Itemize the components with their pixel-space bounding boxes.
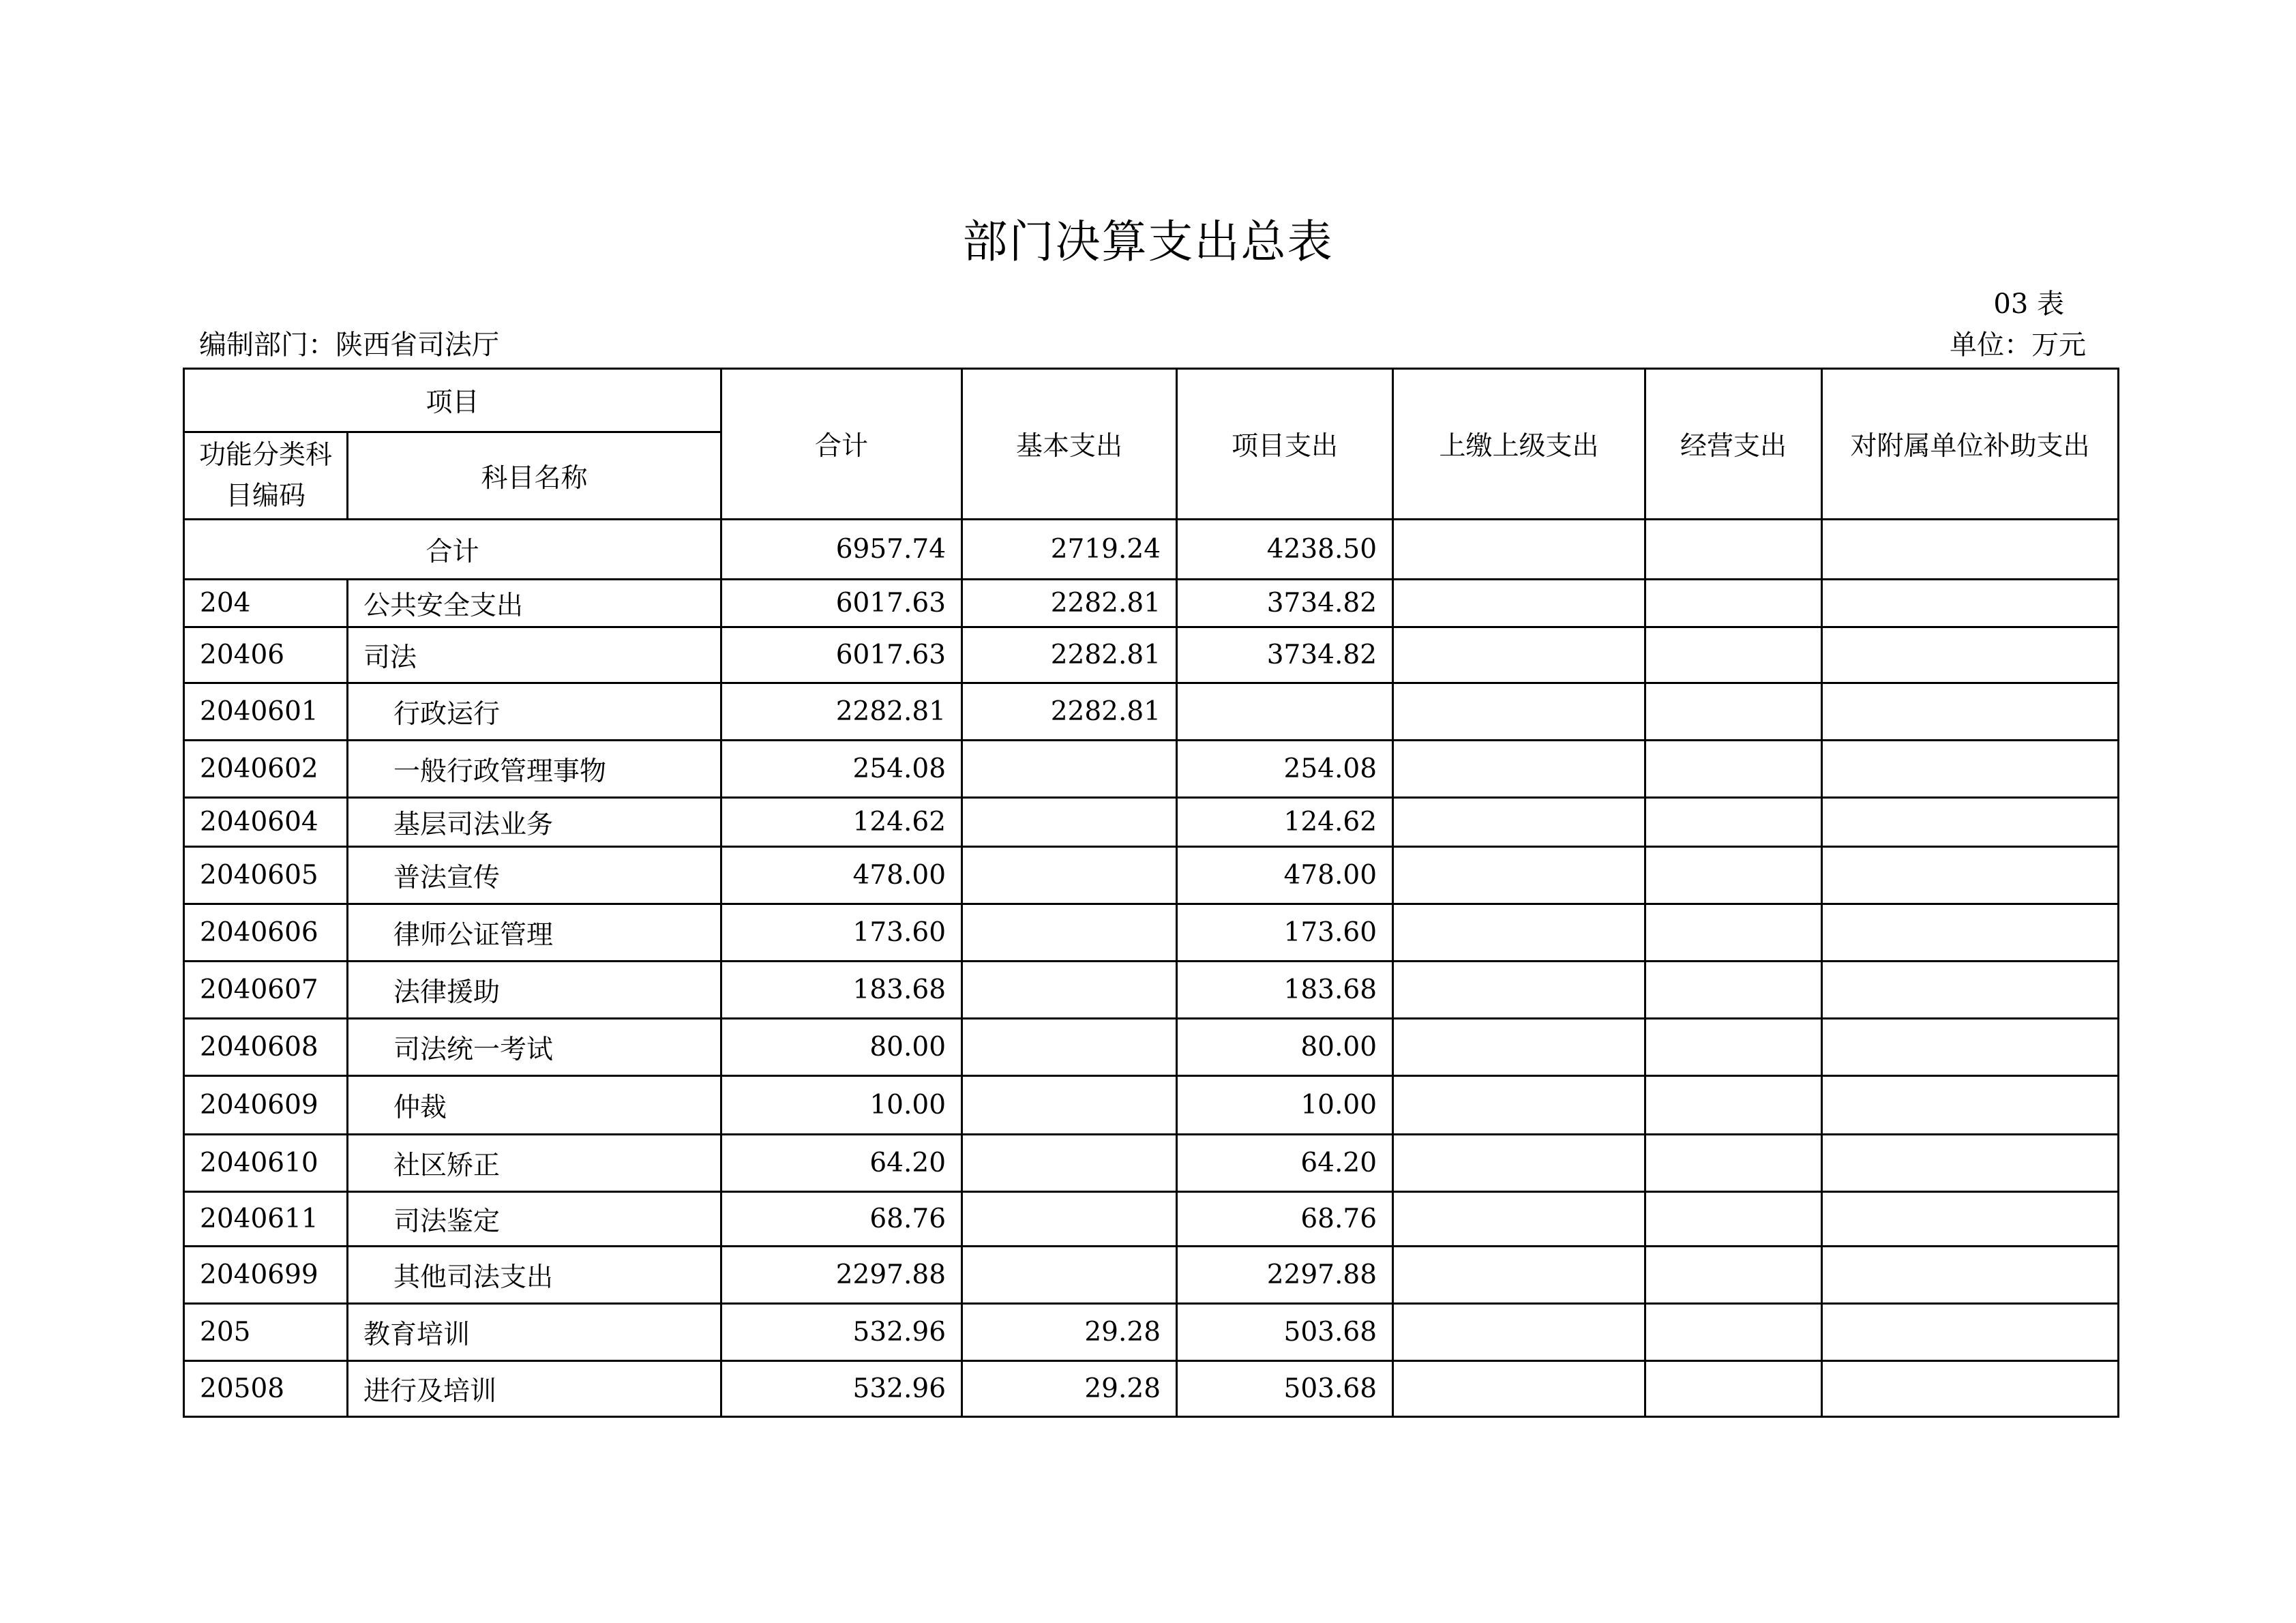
row-name: 基层司法业务 [348, 798, 721, 847]
table-row [184, 798, 2119, 847]
unit-label: 单位：万元 [1950, 329, 2086, 361]
row-code: 205 [184, 1304, 348, 1361]
row-name: 公共安全支出 [348, 580, 721, 627]
row-project: 64.20 [1177, 1135, 1393, 1192]
row-project: 124.62 [1177, 798, 1393, 847]
row-basic [962, 904, 1177, 962]
row-code: 2040601 [184, 683, 348, 741]
row-total: 254.08 [721, 741, 962, 798]
table-row [184, 847, 2119, 904]
row-total: 80.00 [721, 1019, 962, 1076]
row-subsidy [1822, 580, 2119, 627]
row-upper [1393, 962, 1645, 1019]
row-name: 仲裁 [348, 1076, 721, 1135]
row-code: 20508 [184, 1361, 348, 1417]
row-subsidy [1822, 962, 2119, 1019]
form-number: 03 表 [1993, 288, 2064, 320]
row-business [1645, 847, 1822, 904]
row-name: 普法宣传 [348, 847, 721, 904]
row-upper [1393, 1304, 1645, 1361]
row-basic: 2282.81 [962, 683, 1177, 741]
row-upper [1393, 627, 1645, 683]
row-total: 2282.81 [721, 683, 962, 741]
row-business [1645, 1247, 1822, 1304]
row-subsidy [1822, 1361, 2119, 1417]
row-basic [962, 1019, 1177, 1076]
row-upper [1393, 904, 1645, 962]
header-business: 经营支出 [1645, 369, 1822, 520]
row-basic: 29.28 [962, 1304, 1177, 1361]
row-subsidy [1822, 904, 2119, 962]
row-name: 法律援助 [348, 962, 721, 1019]
table-row [184, 962, 2119, 1019]
row-total: 478.00 [721, 847, 962, 904]
row-total: 64.20 [721, 1135, 962, 1192]
row-name: 司法统一考试 [348, 1019, 721, 1076]
row-upper [1393, 847, 1645, 904]
row-basic [962, 847, 1177, 904]
row-total: 173.60 [721, 904, 962, 962]
row-project: 10.00 [1177, 1076, 1393, 1135]
header-func-code: 功能分类科目编码 [184, 432, 348, 520]
table-row [184, 580, 2119, 627]
row-total: 2297.88 [721, 1247, 962, 1304]
row-total: 124.62 [721, 798, 962, 847]
row-name: 司法 [348, 627, 721, 683]
table-row [184, 1304, 2119, 1361]
row-code: 204 [184, 580, 348, 627]
row-code: 2040604 [184, 798, 348, 847]
row-business [1645, 962, 1822, 1019]
row-basic: 2282.81 [962, 580, 1177, 627]
header-subject-name: 科目名称 [348, 432, 721, 520]
table-row [184, 627, 2119, 683]
row-subsidy [1822, 683, 2119, 741]
row-total: 532.96 [721, 1361, 962, 1417]
row-upper [1393, 1247, 1645, 1304]
row-upper [1393, 741, 1645, 798]
row-basic [962, 1076, 1177, 1135]
page-title: 部门决算支出总表 [962, 215, 1334, 268]
row-name: 其他司法支出 [348, 1247, 721, 1304]
row-code: 2040602 [184, 741, 348, 798]
row-subsidy [1822, 1076, 2119, 1135]
row-project: 80.00 [1177, 1019, 1393, 1076]
row-code: 2040606 [184, 904, 348, 962]
row-project: 478.00 [1177, 847, 1393, 904]
row-code: 2040607 [184, 962, 348, 1019]
row-total: 183.68 [721, 962, 962, 1019]
row-business [1645, 627, 1822, 683]
header-upper: 上缴上级支出 [1393, 369, 1645, 520]
table-row [184, 741, 2119, 798]
row-code: 2040610 [184, 1135, 348, 1192]
total-business [1645, 520, 1822, 580]
row-business [1645, 1192, 1822, 1247]
row-basic [962, 1192, 1177, 1247]
row-upper [1393, 1135, 1645, 1192]
row-name: 教育培训 [348, 1304, 721, 1361]
total-row [184, 520, 2119, 580]
row-business [1645, 1135, 1822, 1192]
total-subsidy [1822, 520, 2119, 580]
table-row [184, 1247, 2119, 1304]
row-business [1645, 741, 1822, 798]
row-total: 10.00 [721, 1076, 962, 1135]
row-basic [962, 1135, 1177, 1192]
row-business [1645, 683, 1822, 741]
row-project: 68.76 [1177, 1192, 1393, 1247]
row-name: 社区矫正 [348, 1135, 721, 1192]
row-upper [1393, 1192, 1645, 1247]
row-project: 3734.82 [1177, 580, 1393, 627]
row-code: 2040699 [184, 1247, 348, 1304]
row-upper [1393, 1019, 1645, 1076]
row-upper [1393, 1361, 1645, 1417]
row-project: 173.60 [1177, 904, 1393, 962]
total-basic: 2719.24 [962, 520, 1177, 580]
header-basic: 基本支出 [962, 369, 1177, 520]
row-project: 503.68 [1177, 1361, 1393, 1417]
row-business [1645, 1076, 1822, 1135]
row-business [1645, 798, 1822, 847]
expenditure-table [183, 368, 2119, 1418]
row-basic [962, 798, 1177, 847]
row-upper [1393, 580, 1645, 627]
table-row [184, 904, 2119, 962]
row-project [1177, 683, 1393, 741]
row-basic: 2282.81 [962, 627, 1177, 683]
row-basic [962, 1247, 1177, 1304]
table-row [184, 1192, 2119, 1247]
row-business [1645, 1361, 1822, 1417]
header-project-expense: 项目支出 [1177, 369, 1393, 520]
total-upper [1393, 520, 1645, 580]
row-project: 2297.88 [1177, 1247, 1393, 1304]
row-subsidy [1822, 1304, 2119, 1361]
row-business [1645, 1304, 1822, 1361]
table-row [184, 1019, 2119, 1076]
row-upper [1393, 1076, 1645, 1135]
row-business [1645, 580, 1822, 627]
row-subsidy [1822, 1135, 2119, 1192]
row-project: 3734.82 [1177, 627, 1393, 683]
row-subsidy [1822, 847, 2119, 904]
row-subsidy [1822, 798, 2119, 847]
row-basic: 29.28 [962, 1361, 1177, 1417]
row-basic [962, 741, 1177, 798]
total-amount: 6957.74 [721, 520, 962, 580]
total-label: 合计 [184, 520, 721, 580]
row-project: 503.68 [1177, 1304, 1393, 1361]
row-name: 一般行政管理事物 [348, 741, 721, 798]
row-total: 532.96 [721, 1304, 962, 1361]
row-project: 254.08 [1177, 741, 1393, 798]
row-project: 183.68 [1177, 962, 1393, 1019]
row-name: 行政运行 [348, 683, 721, 741]
row-code: 20406 [184, 627, 348, 683]
row-subsidy [1822, 1019, 2119, 1076]
table-row [184, 1135, 2119, 1192]
department-label: 编制部门：陕西省司法厅 [199, 329, 499, 361]
table-row [184, 683, 2119, 741]
row-business [1645, 904, 1822, 962]
table-row [184, 1361, 2119, 1417]
row-subsidy [1822, 741, 2119, 798]
row-subsidy [1822, 627, 2119, 683]
total-project: 4238.50 [1177, 520, 1393, 580]
row-name: 司法鉴定 [348, 1192, 721, 1247]
header-project: 项目 [184, 369, 721, 432]
row-total: 6017.63 [721, 580, 962, 627]
row-name: 律师公证管理 [348, 904, 721, 962]
header-total: 合计 [721, 369, 962, 520]
table-row [184, 1076, 2119, 1135]
row-upper [1393, 798, 1645, 847]
row-business [1645, 1019, 1822, 1076]
row-code: 2040609 [184, 1076, 348, 1135]
row-code: 2040608 [184, 1019, 348, 1076]
header-subsidy: 对附属单位补助支出 [1822, 369, 2119, 520]
row-subsidy [1822, 1247, 2119, 1304]
row-total: 68.76 [721, 1192, 962, 1247]
row-code: 2040611 [184, 1192, 348, 1247]
row-upper [1393, 683, 1645, 741]
row-total: 6017.63 [721, 627, 962, 683]
row-name: 进行及培训 [348, 1361, 721, 1417]
header-row-1 [184, 369, 2119, 432]
row-subsidy [1822, 1192, 2119, 1247]
row-code: 2040605 [184, 847, 348, 904]
row-basic [962, 962, 1177, 1019]
